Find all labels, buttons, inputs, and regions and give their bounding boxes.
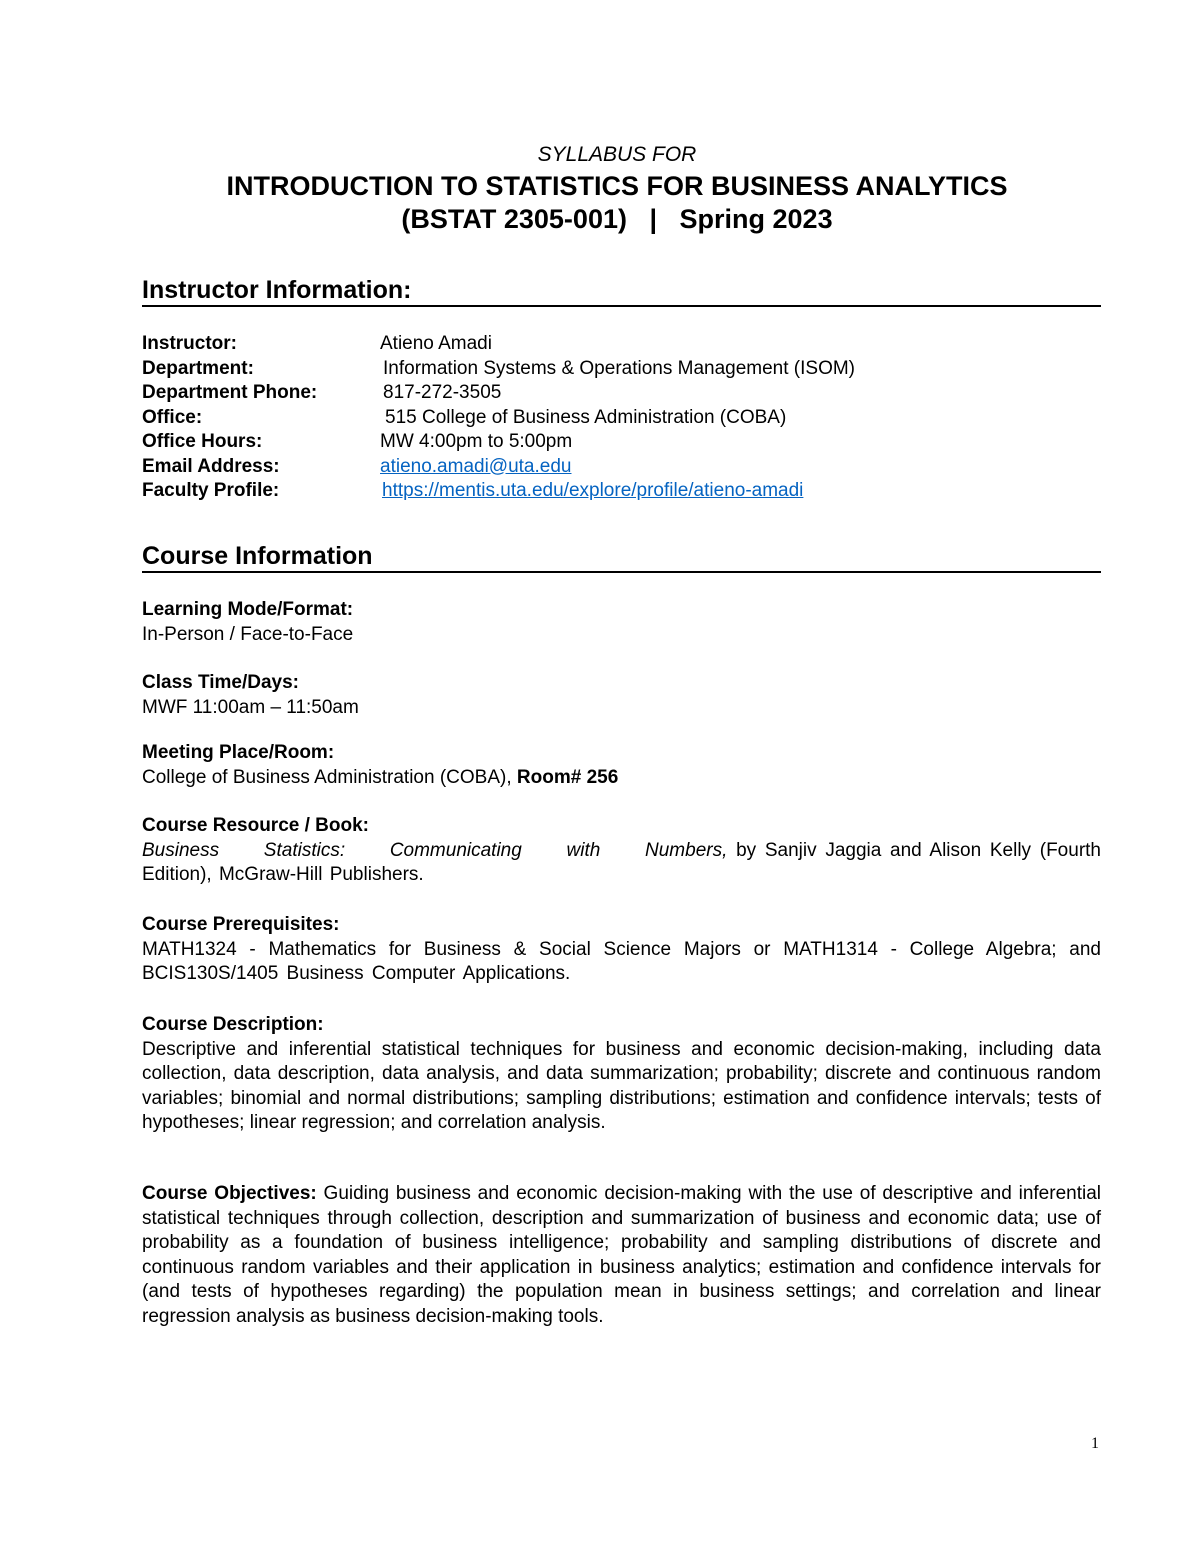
info-value: 515 College of Business Administration (COBA) [385, 406, 787, 428]
page-number: 1 [1091, 1435, 1099, 1452]
info-value: 817-272-3505 [383, 382, 502, 403]
info-label: Email Address: [142, 455, 280, 477]
meeting-place-value [142, 766, 1101, 791]
class-time-value: MWF 11:00am – 11:50am [142, 696, 359, 718]
prerequisites-block [142, 913, 1101, 987]
instructor-info-table [142, 332, 1101, 504]
objectives-value: Guiding business and economic decision-making with the use of descriptive and inferential statistical techniques through collection, description and summarization of business and economic data; use of probability as a foundation of business intelligence; probability and sampling distributions of discrete and continuous random variables and their application in business analytics; estimation and confidence intervals for (and tests of hypotheses regarding) the population mean in business settings; and correlation and linear regression analysis as business decision-making tools. [142, 1183, 1101, 1327]
description-value: Descriptive and inferential statistical techniques for business and economic decision-making, including data collection, data description, data analysis, and data summarization; probability; discrete and continuous random variables; binomial and normal distributions; sampling distributions; estimation and confidence intervals; tests of hypotheses; linear regression; and correlation analysis. [142, 1038, 1101, 1133]
email-link[interactable]: atieno.amadi@uta.edu [380, 455, 572, 477]
meeting-place-block [142, 741, 1101, 790]
learning-mode-label: Learning Mode/Format: [142, 599, 354, 620]
book-title: Business Statistics: Communicating with Numbers, [142, 839, 728, 861]
meeting-place-label: Meeting Place/Room: [142, 742, 335, 763]
info-label: Instructor: [142, 333, 237, 354]
info-row-department [142, 357, 1101, 382]
prerequisites-value: MATH1324 - Mathematics for Business & Social Science Majors or MATH1314 - College Algebra; and BCIS130S/1405 Business Computer Applications. [142, 938, 1101, 984]
objectives-paragraph [142, 1182, 1101, 1329]
book-details: by Sanjiv Jaggia and Alison Kelly (Fourth Edition), McGraw-Hill Publishers. [142, 839, 1101, 885]
prerequisites-label: Course Prerequisites: [142, 914, 340, 935]
info-value: Information Systems & Operations Management (ISOM) [383, 357, 856, 379]
room-number: Room# 256 [516, 766, 619, 788]
title-block [0, 142, 1200, 236]
faculty-profile-link[interactable]: https://mentis.uta.edu/explore/profile/atieno-amadi [382, 480, 804, 501]
learning-mode-value: In-Person / Face-to-Face [142, 623, 354, 645]
description-label: Course Description: [142, 1014, 324, 1035]
learning-mode-block [142, 598, 1101, 647]
info-label: Faculty Profile: [142, 480, 280, 501]
info-value: Atieno Amadi [380, 333, 492, 354]
class-time-label: Class Time/Days: [142, 672, 300, 693]
instructor-section-heading: Instructor Information: [142, 275, 1101, 307]
info-value: MW 4:00pm to 5:00pm [380, 431, 573, 452]
title-prefix: SYLLABUS FOR [537, 143, 697, 166]
course-code-term: (BSTAT 2305-001) | Spring 2023 [401, 204, 833, 234]
course-resource-value [142, 839, 1101, 888]
course-resource-block [142, 814, 1101, 888]
info-row-faculty-profile [142, 479, 1101, 504]
info-row-office [142, 406, 1101, 431]
info-row-department-phone [142, 381, 1101, 406]
info-label: Office: [142, 406, 203, 428]
info-label: Department: [142, 357, 254, 379]
info-row-instructor [142, 332, 1101, 357]
info-label: Department Phone: [142, 382, 318, 403]
course-section-heading: Course Information [142, 541, 1101, 573]
class-time-block [142, 671, 1101, 720]
course-resource-label: Course Resource / Book: [142, 815, 369, 836]
info-row-email [142, 455, 1101, 480]
info-label: Office Hours: [142, 431, 263, 452]
meeting-place-text: College of Business Administration (COBA), [142, 766, 517, 788]
objectives-block [142, 1182, 1101, 1329]
description-block [142, 1013, 1101, 1136]
info-row-office-hours [142, 430, 1101, 455]
objectives-label: Course Objectives: [142, 1183, 317, 1204]
course-title: INTRODUCTION TO STATISTICS FOR BUSINESS ANALYTICS [226, 171, 1008, 201]
